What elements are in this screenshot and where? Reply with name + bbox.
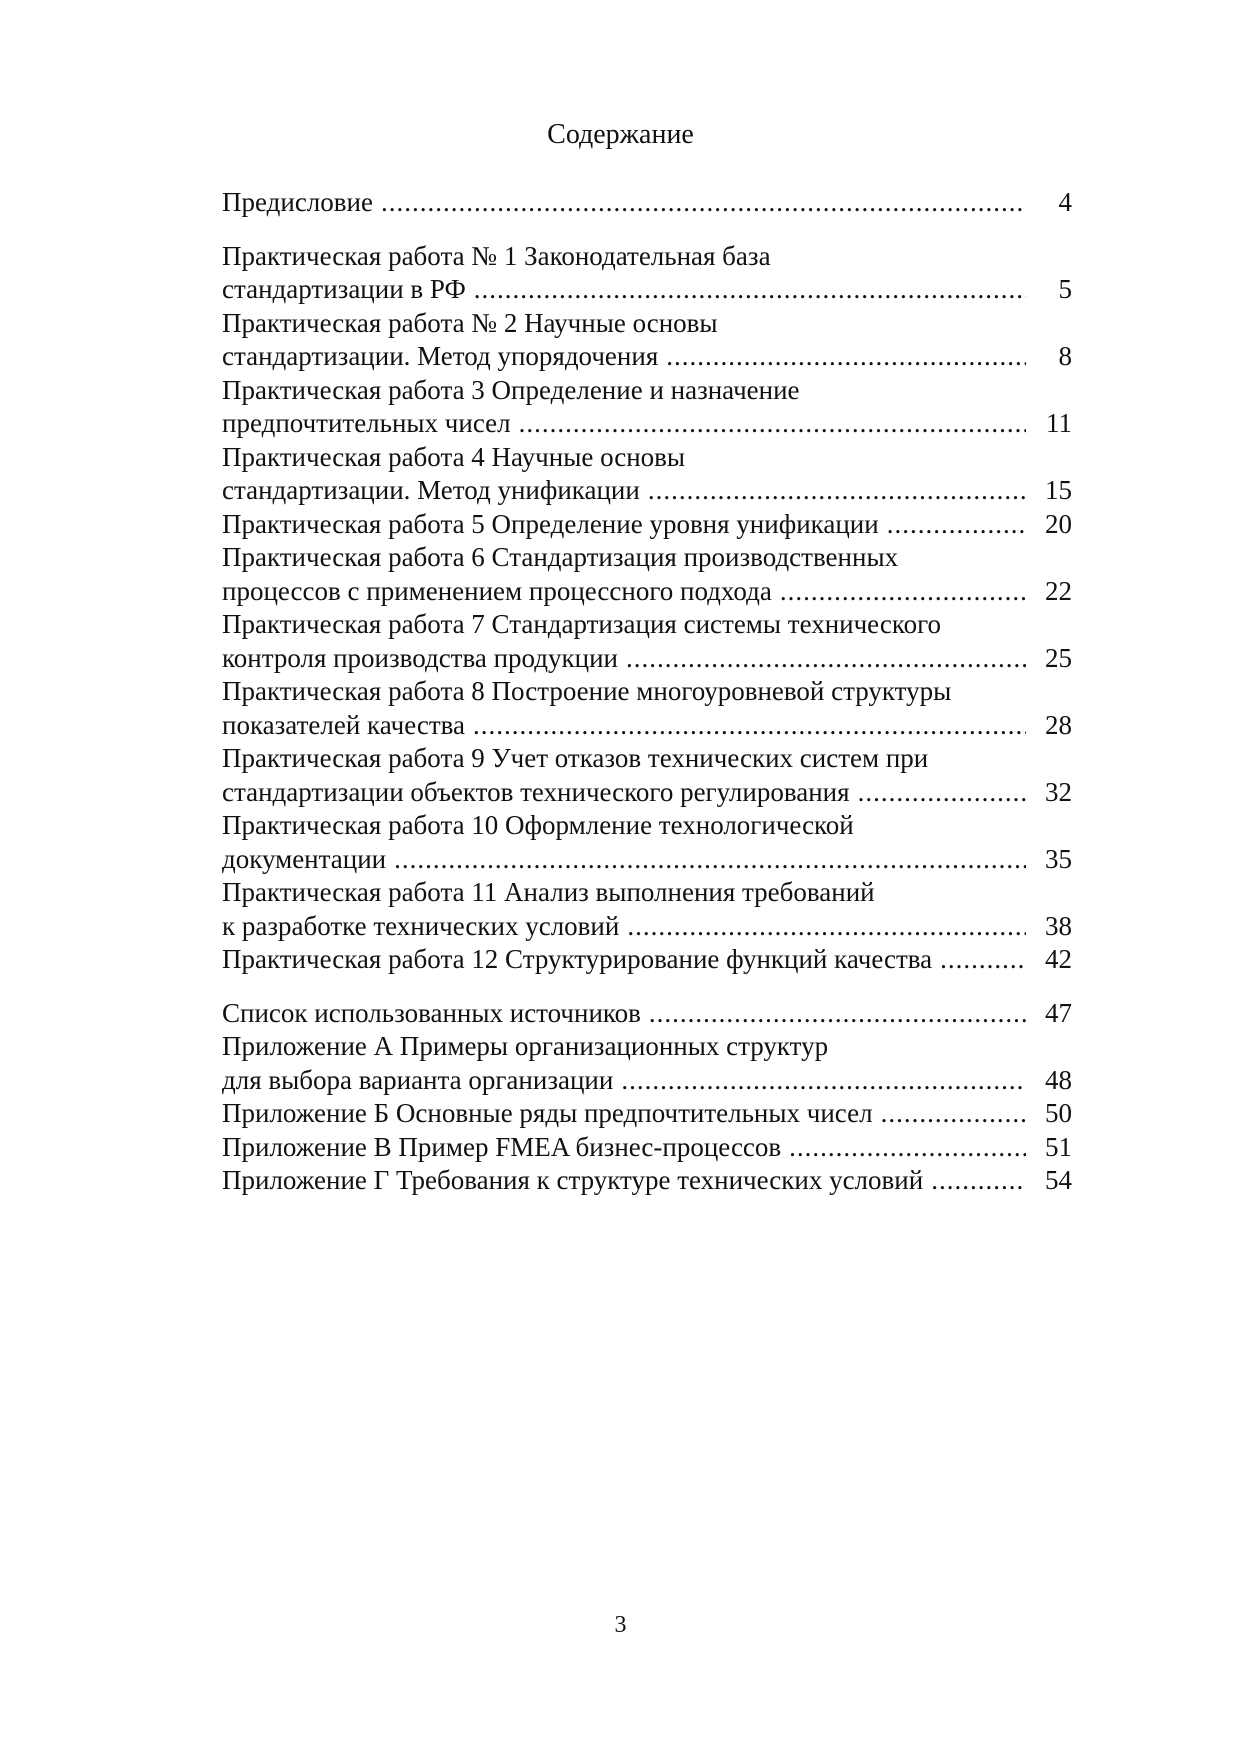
toc-entry-line (222, 474, 1072, 508)
dot-leader (780, 575, 1026, 609)
toc-entry-title: Практическая работа 4 Научные основы (222, 441, 686, 472)
toc-entry-appendix-v[interactable] (222, 1131, 1072, 1165)
toc-entry-title: Практическая работа 11 Анализ выполнения требований (222, 877, 875, 907)
toc-page-number: 5 (1058, 274, 1072, 304)
toc-entry-practical-11[interactable] (222, 876, 1072, 943)
toc-entry-line (222, 508, 1072, 542)
toc-entry-line (222, 273, 1072, 307)
toc-entry-title: Практическая работа 8 Построение многоуровневой структуры (222, 676, 952, 706)
toc-entry-references[interactable] (222, 997, 1072, 1031)
toc-page-number: 35 (1045, 843, 1072, 874)
toc-entry-practical-8[interactable] (222, 675, 1072, 742)
toc-page-number: 54 (1045, 1165, 1072, 1195)
toc-page-number: 48 (1045, 1064, 1072, 1095)
toc-entry-practical-6[interactable] (222, 541, 1072, 608)
toc-entry-line (222, 1097, 1072, 1131)
toc-entry-practical-10[interactable] (222, 809, 1072, 876)
toc-entry-title: Приложение А Примеры организационных структур (222, 1031, 829, 1061)
toc-entry-line (222, 1064, 1072, 1098)
toc-page-number: 4 (1058, 187, 1072, 217)
toc-entry-practical-2[interactable] (222, 307, 1072, 374)
toc-entry-title: Приложение Б Основные ряды предпочтительных чисел (222, 1098, 873, 1128)
dot-leader (881, 1097, 1026, 1131)
toc-entry-title-continued: для выбора варианта организации (222, 1064, 614, 1095)
toc-entry-line (222, 575, 1072, 609)
toc-entry-appendix-b[interactable] (222, 1097, 1072, 1131)
toc-entry-practical-12[interactable] (222, 943, 1072, 977)
toc-entry-title: Приложение В Пример FMEA бизнес-процессов (222, 1131, 782, 1162)
toc-entry-title: Практическая работа 6 Стандартизация производственных (222, 542, 899, 572)
toc-entry-line (222, 910, 1072, 944)
table-of-contents (222, 186, 1072, 1198)
dot-leader (666, 340, 1026, 374)
toc-page-number: 51 (1045, 1131, 1072, 1162)
toc-entry-line (222, 776, 1072, 810)
dot-leader (887, 508, 1026, 542)
toc-entry-title: Практическая работа 9 Учет отказов технических систем при (222, 743, 929, 773)
dot-leader (473, 709, 1026, 743)
toc-entry-title-continued: стандартизации в РФ (222, 274, 466, 304)
toc-entry-title: Практическая работа 10 Оформление технологической (222, 810, 854, 840)
toc-entry-title-continued: стандартизации объектов технического регулирования (222, 776, 850, 807)
dot-leader (381, 186, 1026, 220)
dot-leader (649, 997, 1026, 1031)
toc-entry-title-continued: предпочтительных чисел (222, 408, 511, 438)
toc-entry-title: Предисловие (222, 187, 373, 217)
page-title: Содержание (547, 119, 694, 150)
toc-page-number: 32 (1045, 776, 1072, 807)
toc-entry-line (222, 1164, 1072, 1198)
dot-leader (394, 843, 1026, 877)
page-number: 3 (614, 1612, 627, 1638)
toc-entry-practical-3[interactable] (222, 374, 1072, 441)
toc-page-number: 42 (1045, 944, 1072, 974)
dot-leader (940, 943, 1026, 977)
dot-leader (626, 642, 1026, 676)
toc-page-number: 47 (1045, 997, 1072, 1028)
toc-entry-line (222, 1131, 1072, 1165)
dot-leader (627, 910, 1026, 944)
toc-entry-preface[interactable] (222, 186, 1072, 220)
dot-leader (858, 776, 1026, 810)
toc-entry-line (222, 340, 1072, 374)
toc-page-number: 11 (1046, 408, 1072, 438)
toc-entry-title-continued: к разработке технических условий (222, 910, 620, 941)
toc-entry-practical-1[interactable] (222, 240, 1072, 307)
toc-entry-line (222, 186, 1072, 220)
toc-entry-title-continued: стандартизации. Метод унификации (222, 475, 640, 505)
dot-leader (648, 474, 1026, 508)
dot-leader (931, 1164, 1026, 1198)
toc-page-number: 28 (1045, 709, 1072, 740)
toc-entry-practical-7[interactable] (222, 608, 1072, 675)
toc-entry-title-continued: стандартизации. Метод упорядочения (222, 341, 659, 371)
toc-entry-title: Приложение Г Требования к структуре технических условий (222, 1165, 924, 1195)
toc-entry-line (222, 407, 1072, 441)
toc-entry-title: Практическая работа 3 Определение и назначение (222, 374, 800, 405)
dot-leader (474, 273, 1026, 307)
toc-entry-practical-9[interactable] (222, 742, 1072, 809)
toc-entry-title: Список использованных источников (222, 997, 641, 1028)
toc-page-number: 38 (1045, 910, 1072, 941)
toc-entry-line (222, 843, 1072, 877)
toc-page-number: 20 (1045, 508, 1072, 539)
toc-page-number: 15 (1045, 475, 1072, 505)
toc-entry-practical-5[interactable] (222, 508, 1072, 542)
dot-leader (789, 1131, 1026, 1165)
toc-entry-title: Практическая работа 5 Определение уровня унификации (222, 508, 879, 539)
toc-entry-title-continued: процессов с применением процессного подхода (222, 575, 772, 606)
toc-entry-title: Практическая работа 7 Стандартизация системы технического (222, 609, 941, 639)
toc-entry-line (222, 709, 1072, 743)
toc-page-number: 22 (1045, 575, 1072, 606)
toc-entry-appendix-g[interactable] (222, 1164, 1072, 1198)
toc-page-number: 50 (1045, 1098, 1072, 1128)
toc-entry-line (222, 997, 1072, 1031)
toc-entry-line (222, 943, 1072, 977)
toc-entry-appendix-a[interactable] (222, 1030, 1072, 1097)
toc-entry-title-continued: контроля производства продукции (222, 642, 618, 673)
toc-entry-title: Практическая работа 12 Структурирование функций качества (222, 944, 933, 974)
dot-leader (621, 1064, 1026, 1098)
toc-entry-title-continued: показателей качества (222, 709, 466, 740)
toc-entry-practical-4[interactable] (222, 441, 1072, 508)
toc-page-number: 25 (1045, 642, 1072, 673)
toc-entry-title-continued: документации (222, 843, 387, 874)
toc-entry-title: Практическая работа № 1 Законодательная база (222, 240, 771, 271)
toc-entry-title: Практическая работа № 2 Научные основы (222, 307, 718, 338)
dot-leader (519, 407, 1026, 441)
toc-page-number: 8 (1058, 341, 1072, 371)
toc-entry-line (222, 642, 1072, 676)
